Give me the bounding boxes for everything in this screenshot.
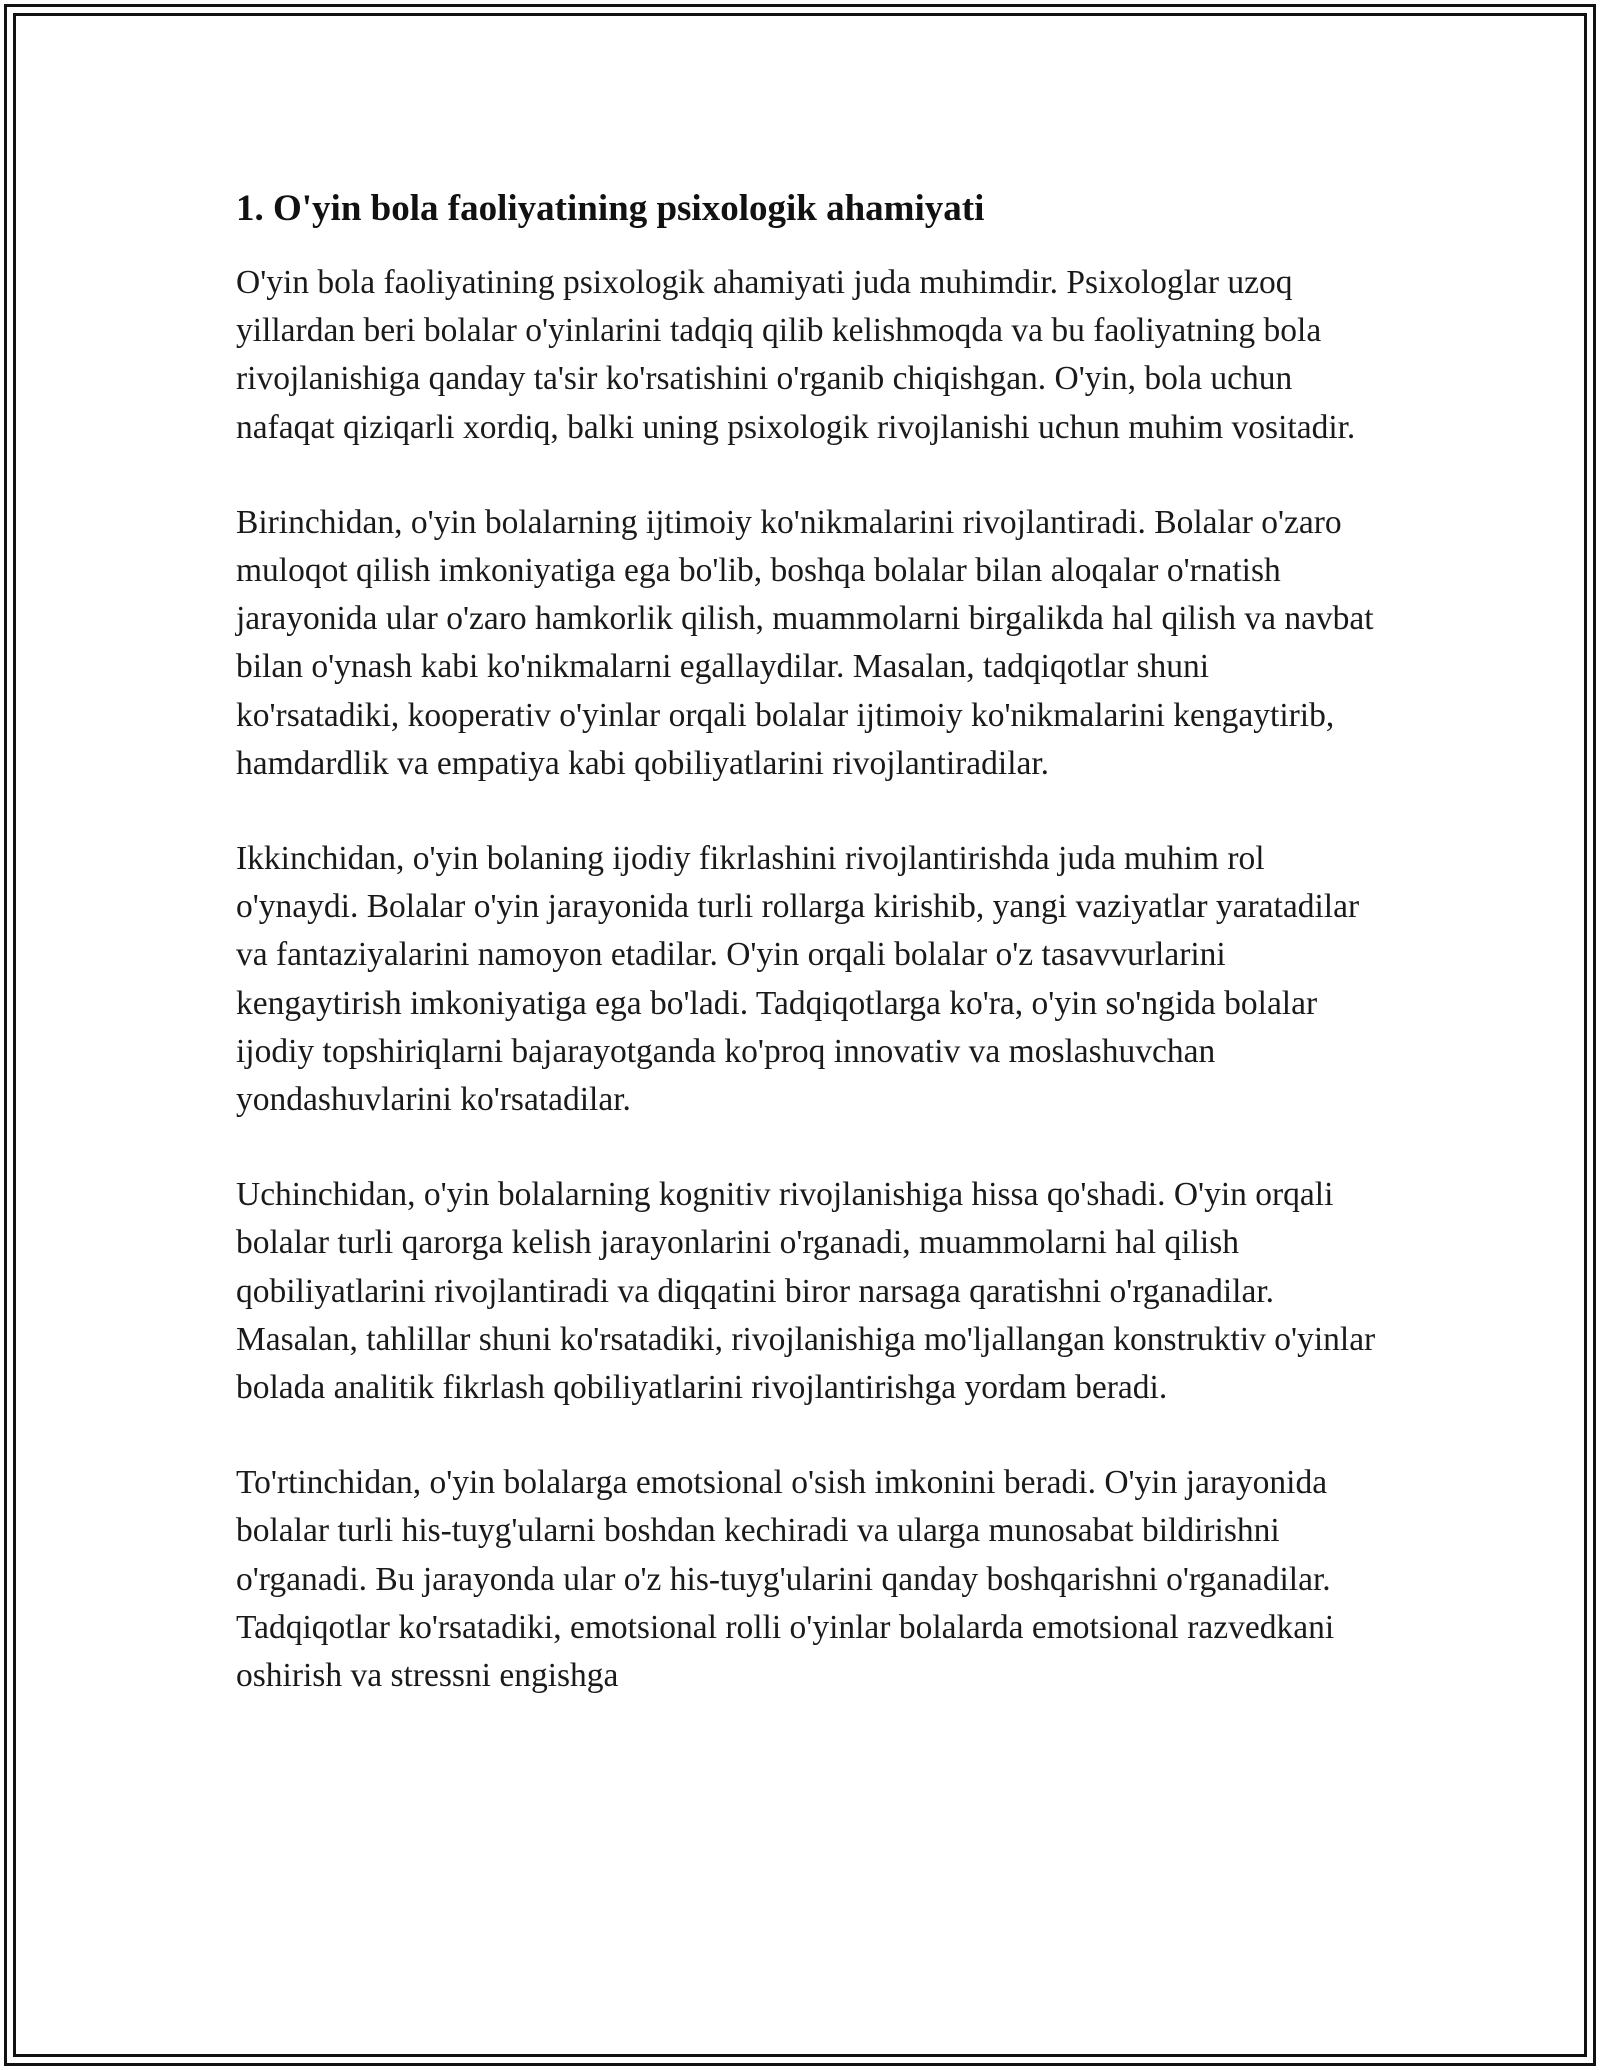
document-content xyxy=(236,185,1376,1747)
paragraph-fourth-point: To'rtinchidan, o'yin bolalarga emotsional o'sish imkonini beradi. O'yin jarayonida bolalar turli his-tuyg'ularni boshdan kechiradi va ularga munosabat bildirishni o'rganadi. Bu jarayonda ular o'z his-tuyg'ularini qanday boshqarishni o'rganadilar. Tadqiqotlar ko'rsatadiki, emotsional rolli o'yinlar bolalarda emotsional razvedkani oshirish va stressni engishga xyxy=(236,1464,1335,1695)
paragraph-intro: O'yin bola faoliyatining psixologik ahamiyati juda muhimdir. Psixologlar uzoq yillardan beri bolalar o'yinlarini tadqiq qilib kelishmoqda va bu faoliyatning bola rivojlanishiga qanday ta'sir ko'rsatishini o'rganib chiqishgan. O'yin, bola uchun nafaqat qiziqarli xordiq, balki uning psixologik rivojlanishi uchun muhim vositadir. xyxy=(236,264,1356,446)
paragraph-first-point: Birinchidan, o'yin bolalarning ijtimoiy ko'nikmalarini rivojlantiradi. Bolalar o'zaro muloqot qilish imkoniyatiga ega bo'lib, boshqa bolalar bilan aloqalar o'rnatish jarayonida ular o'zaro hamkorlik qilish, muammolarni birgalikda hal qilish va navbat bilan o'ynash kabi ko'nikmalarni egallaydilar. Masalan, tadqiqotlar shuni ko'rsatadiki, kooperativ o'yinlar orqali bolalar ijtimoiy ko'nikmalarini kengaytirib, hamdardlik va empatiya kabi qobiliyatlarini rivojlantiradilar. xyxy=(236,503,1374,782)
section-heading: 1. O'yin bola faoliyatining psixologik ahamiyati xyxy=(236,188,985,229)
paragraph-second-point: Ikkinchidan, o'yin bolaning ijodiy fikrlashini rivojlantirishda juda muhim rol o'ynaydi. Bolalar o'yin jarayonida turli rollarga kirishib, yangi vaziyatlar yaratadilar va fantaziyalarini namoyon etadilar. O'yin orqali bolalar o'z tasavvurlarini kengaytirish imkoniyatiga ega bo'ladi. Tadqiqotlarga ko'ra, o'yin so'ngida bolalar ijodiy topshiriqlarni bajarayotganda ko'proq innovativ va moslashuvchan yondashuvlarini ko'rsatadilar. xyxy=(236,840,1360,1119)
paragraph-third-point: Uchinchidan, o'yin bolalarning kognitiv rivojlanishiga hissa qo'shadi. O'yin orqali bolalar turli qarorga kelish jarayonlarini o'rganadi, muammolarni hal qilish qobiliyatlarini rivojlantiradi va diqqatini biror narsaga qaratishni o'rganadilar. Masalan, tahlillar shuni ko'rsatadiki, rivojlanishiga mo'ljallangan konstruktiv o'yinlar bolada analitik fikrlash qobiliyatlarini rivojlantirishga yordam beradi. xyxy=(236,1176,1376,1407)
